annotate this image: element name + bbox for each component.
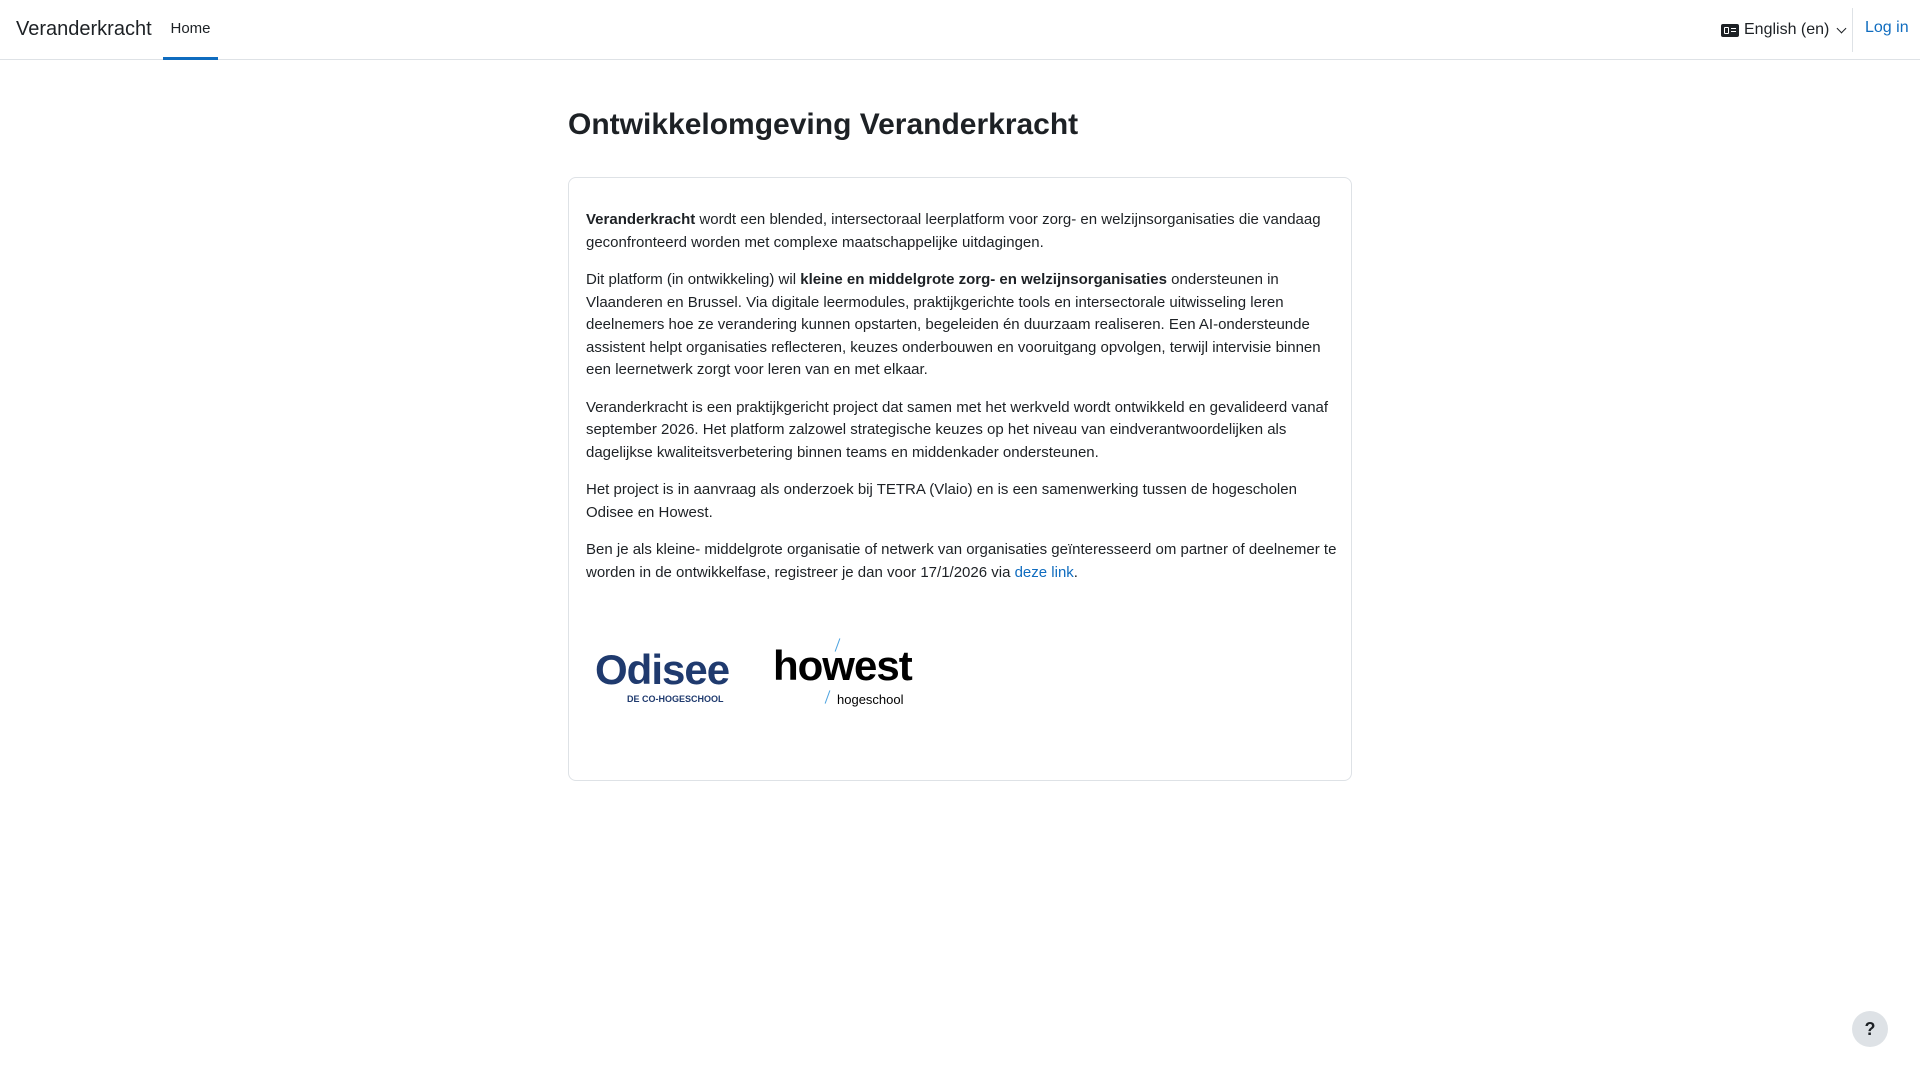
howest-logo-word: howest (773, 642, 912, 689)
chevron-down-icon (1837, 23, 1847, 33)
paragraph-1 (586, 209, 1338, 254)
brand-bold-text: Veranderkracht (586, 211, 696, 228)
registration-link[interactable]: deze link (1014, 563, 1074, 581)
howest-logo-tagline: hogeschool (837, 692, 904, 707)
odisee-logo-tagline: DE CO-HOGESCHOOL (627, 694, 724, 704)
content-card (568, 177, 1352, 781)
intro-text (586, 209, 1338, 599)
language-label: English (en) (1744, 21, 1830, 38)
page-title: Ontwikkelomgeving Veranderkracht (568, 108, 1079, 141)
paragraph-2-start: Dit platform (in ontwikkeling) wil (586, 271, 801, 288)
odisee-logo-word: Odisee (595, 646, 730, 693)
paragraph-1-text: wordt een blended, intersectoraal leerplatform voor zorg- en welzijnsorganisaties die vandaag geconfronteerd worden met complexe maatschappelijke uitdagingen. (586, 211, 1321, 251)
odisee-logo (595, 638, 735, 708)
howest-slash-mark-lower (825, 690, 831, 703)
site-brand[interactable]: Veranderkracht (16, 18, 152, 40)
paragraph-5-end: . (1073, 563, 1078, 581)
paragraph-2-rest: ondersteunen in Vlaanderen en Brussel. Via digitale leermodules, praktijkgerichte tools en intersectorale uitwisseling leren deelnemers hoe ze verandering kunnen opstarten, begeleiden én duurzaam realiseren. Een AI-ondersteunde assistent helpt organisaties reflecteren, keuzes onderbouwen en vooruitgang opvolgen, terwijl intervisie binnen een leernetwerk zorgt voor leren van en met elkaar. (586, 271, 1321, 378)
paragraph-2 (586, 269, 1338, 382)
language-menu[interactable] (1721, 18, 1845, 42)
paragraph-5-start: Ben je als kleine- middelgrote organisatie of netwerk van organisaties geïnteresseerd om partner of deelnemer te worden in de ontwikkelfase, registreer je dan voor 17/1/2026 via (586, 541, 1337, 581)
paragraph-3: Veranderkracht is een praktijkgericht project dat samen met het werkveld wordt ontwikkeld en gevalideerd vanaf september 2026. Het platform zalzowel strategische keuzes op het niveau van eindverantwoordelijken als dagelijkse kwaliteitsverbetering binnen teams en middenkader ondersteunen. (586, 398, 1329, 461)
navbar-divider (1852, 8, 1853, 52)
howest-logo (773, 638, 923, 708)
nav-home-tab[interactable]: Home (163, 0, 218, 60)
paragraph-5 (586, 539, 1338, 584)
language-icon (1721, 24, 1739, 37)
top-navbar (0, 0, 1920, 60)
paragraph-2-bold: kleine en middelgrote zorg- en welzijnsorganisaties (800, 271, 1167, 288)
help-button[interactable]: ? (1852, 1011, 1888, 1047)
login-link[interactable]: Log in (1865, 19, 1909, 36)
paragraph-4: Het project is in aanvraag als onderzoek bij TETRA (Vlaio) en is een samenwerking tussen de hogescholen Odisee en Howest. (586, 481, 1297, 521)
